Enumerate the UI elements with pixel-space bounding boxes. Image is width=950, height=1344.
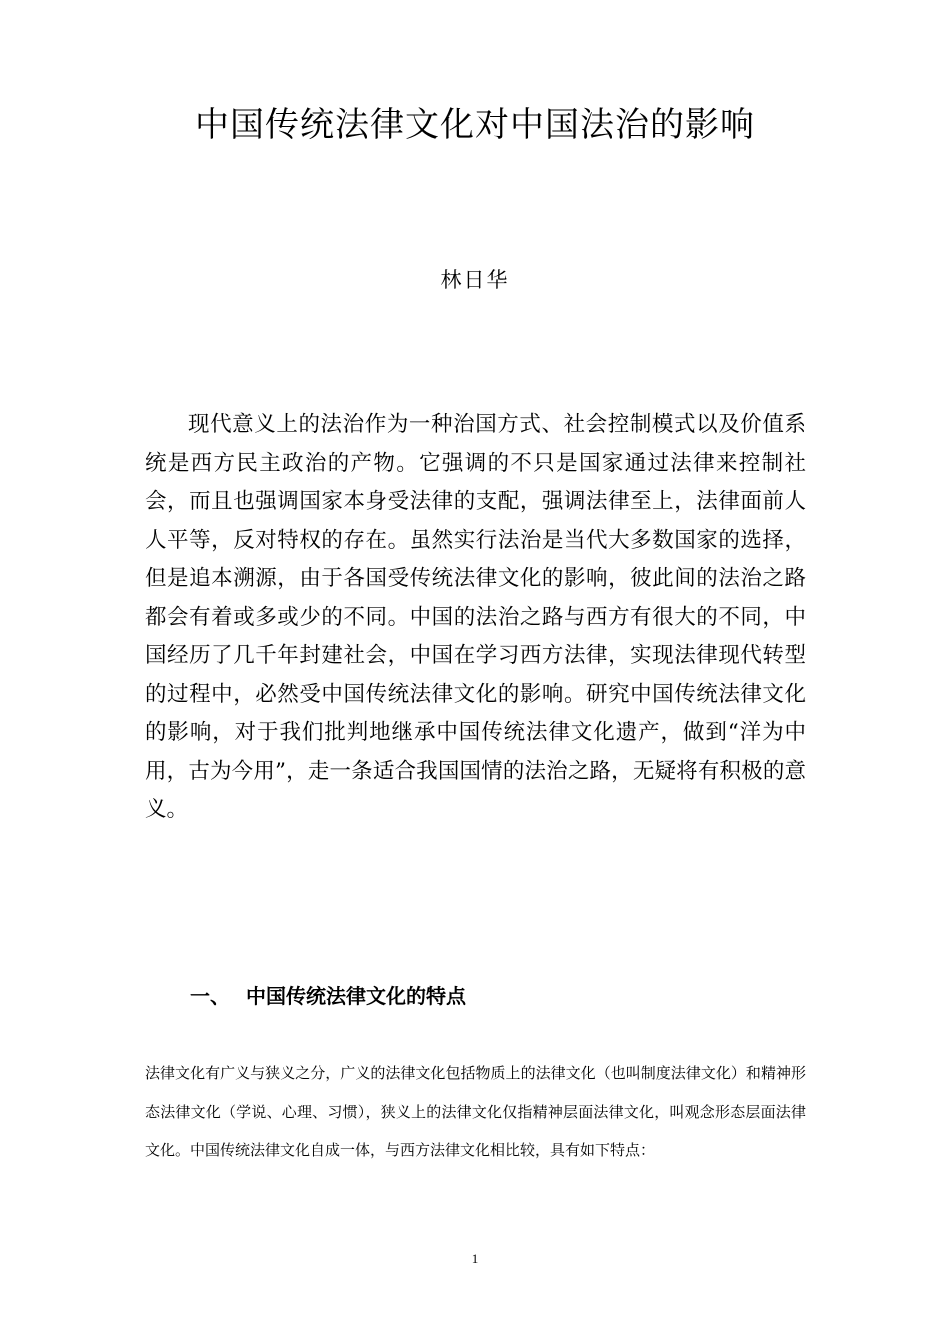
author-name: 林日华 (440, 268, 510, 292)
intro-paragraph: 现代意义上的法治作为一种治国方式、社会控制模式以及价值系统是西方民主政治的产物。它强调的不只是国家通过法律来控制社会，而且也强调国家本身受法律的支配，强调法律至上，法律面前人人平等，反对特权的存在。虽然实行法治是当代大多数国家的选择，但是追本溯源，由于各国受传统法律文化的影响，彼此间的法治之路都会有着或多或少的不同。中国的法治之路与西方有很大的不同，中国经历了几千年封建社会，中国在学习西方法律，实现法律现代转型的过程中，必然受中国传统法律文化的影响。研究中国传统法律文化的影响，对于我们批判地继承中国传统法律文化遗产，做到“洋为中用，古为今用”，走一条适合我国国情的法治之路，无疑将有积极的意义。 (145, 412, 806, 822)
section-heading (190, 980, 466, 1012)
section-body-paragraph: 法律文化有广义与狭义之分，广义的法律文化包括物质上的法律文化（也叫制度法律文化）和精神形态法律文化（学说、心理、习惯），狭义上的法律文化仅指精神层面法律文化，叫观念形态层面法律文化。中国传统法律文化自成一体，与西方法律文化相比较，具有如下特点： (145, 1064, 806, 1159)
page-number: 1 (471, 1251, 479, 1266)
section-title: 中国传统法律文化的特点 (246, 984, 466, 1008)
section-number: 一、 (190, 984, 230, 1008)
document-title: 中国传统法律文化对中国法治的影响 (195, 105, 755, 145)
